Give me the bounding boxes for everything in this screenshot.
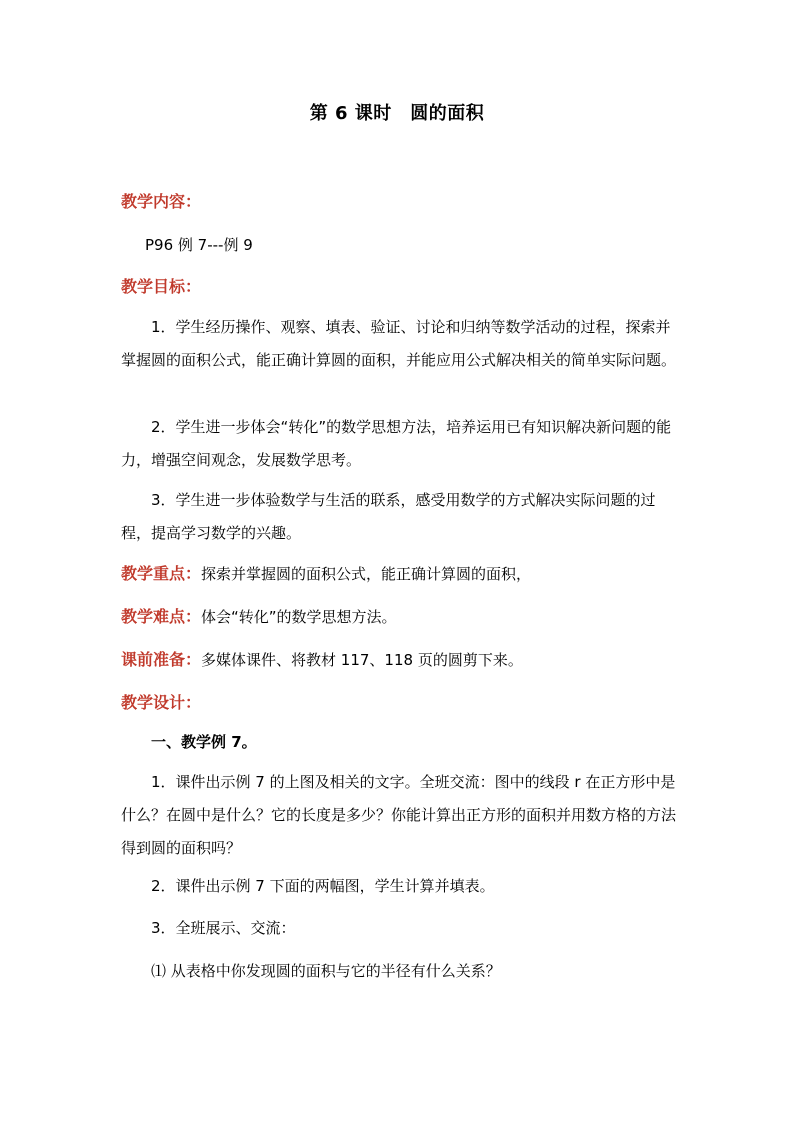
goal-item-1: 1．学生经历操作、观察、填表、验证、讨论和归纳等数学活动的过程，探索并掌握圆的面积公式，能正确计算圆的面积，并能应用公式解决相关的简单实际问题。 [121,318,677,369]
lesson-title: 第 6 课时 圆的面积 [309,103,485,124]
design-step-1: 1．课件出示例 7 的上图及相关的文字。全班交流：图中的线段 r 在正方形中是什么？在圆中是什么？它的长度是多少？你能计算出正方形的面积并用数方格的方法得到圆的面积吗？ [121,773,677,857]
teaching-content-text: P96 例 7---例 9 [145,236,253,254]
teaching-content-heading: 教学内容： [121,192,202,211]
design-step-4: ⑴ 从表格中你发现圆的面积与它的半径有什么关系？ [151,962,501,980]
difficulty-heading: 教学难点： [121,607,202,626]
design-step-2: 2．课件出示例 7 下面的两幅图，学生计算并填表。 [151,877,495,895]
preparation-heading: 课前准备： [121,650,202,669]
difficulty-row [121,604,397,627]
key-point-row [121,561,531,584]
difficulty-text: 体会“转化”的数学思想方法。 [201,608,397,626]
design-section-1: 一、教学例 7。 [151,733,257,751]
key-point-heading: 教学重点： [121,564,202,583]
design-step-3: 3．全班展示、交流： [151,919,296,937]
preparation-text: 多媒体课件、将教材 117、118 页的圆剪下来。 [201,651,523,669]
design-heading: 教学设计： [121,693,202,712]
preparation-row [121,647,523,670]
key-point-text: 探索并掌握圆的面积公式，能正确计算圆的面积， [201,565,532,583]
goal-item-2: 2．学生进一步体会“转化”的数学思想方法，培养运用已有知识解决新问题的能力，增强空间观念，发展数学思考。 [121,418,672,469]
teaching-goals-heading: 教学目标： [121,277,202,296]
goal-item-3: 3．学生进一步体验数学与生活的联系，感受用数学的方式解决实际问题的过程，提高学习数学的兴趣。 [121,491,656,542]
